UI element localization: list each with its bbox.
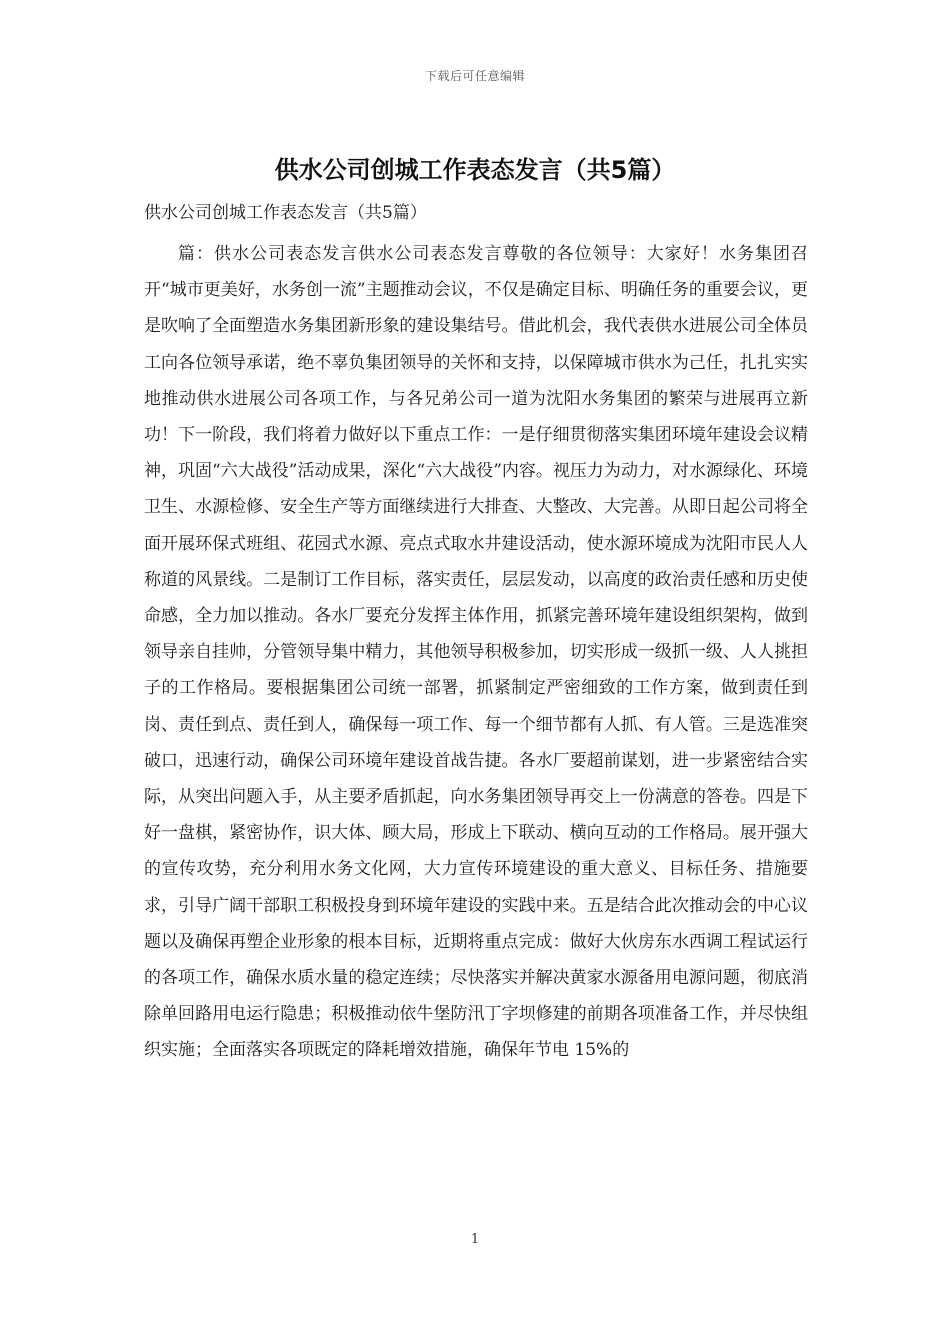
document-subtitle: 供水公司创城工作表态发言（共5篇） <box>144 203 427 223</box>
page-number: 1 <box>470 1232 480 1247</box>
page-header-note: 下载后可任意编辑 <box>424 69 525 83</box>
document-title: 供水公司创城工作表态发言（共5篇） <box>274 156 676 184</box>
document-body-paragraph: 篇：供水公司表态发言供水公司表态发言尊敬的各位领导：大家好！水务集团召开“城市更美好，水务创一流”主题推动会议，不仅是确定目标、明确任务的重要会议，更是吹响了全面塑造水务集团新形象的建设集结号。借此机会，我代表供水进展公司全体员工向各位领导承诺，绝不辜负集团领导的关怀和支持，以保障城市供水为己任，扎扎实实地推动供水进展公司各项工作，与各兄弟公司一道为沈阳水务集团的繁荣与进展再立新功！下一阶段，我们将着力做好以下重点工作：一是仔细贯彻落实集团环境年建设会议精神，巩固“六大战役”活动成果，深化“六大战役”内容。视压力为动力，对水源绿化、环境卫生、水源检修、安全生产等方面继续进行大排查、大整改、大完善。从即日起公司将全面开展环保式班组、花园式水源、亮点式取水井建设活动，使水源环境成为沈阳市民人人称道的风景线。二是制订工作目标，落实责任，层层发动，以高度的政治责任感和历史使命感，全力加以推动。各水厂要充分发挥主体作用，抓紧完善环境年建设组织架构，做到领导亲自挂帅，分管领导集中精力，其他领导积极参加，切实形成一级抓一级、人人挑担子的工作格局。要根据集团公司统一部署，抓紧制定严密细致的工作方案，做到责任到岗、责任到点、责任到人，确保每一项工作、每一个细节都有人抓、有人管。三是选准突破口，迅速行动，确保公司环境年建设首战告捷。各水厂要超前谋划，进一步紧密结合实际，从突出问题入手，从主要矛盾抓起，向水务集团领导再交上一份满意的答卷。四是下好一盘棋，紧密协作，识大体、顾大局，形成上下联动、横向互动的工作格局。展开强大的宣传攻势，充分利用水务文化网，大力宣传环境建设的重大意义、目标任务、措施要求，引导广阔干部职工积极投身到环境年建设的实践中来。五是结合此次推动会的中心议题以及确保再塑企业形象的根本目标，近期将重点完成：做好大伙房东水西调工程试运行的各项工作，确保水质水量的稳定连续；尽快落实并解决黄家水源备用电源问题，彻底消除单回路用电运行隐患；积极推动依牛堡防汛丁字坝修建的前期各项准备工作，并尽快组织实施；全面落实各项既定的降耗增效措施，确保年节电 15%的 <box>144 244 808 1061</box>
